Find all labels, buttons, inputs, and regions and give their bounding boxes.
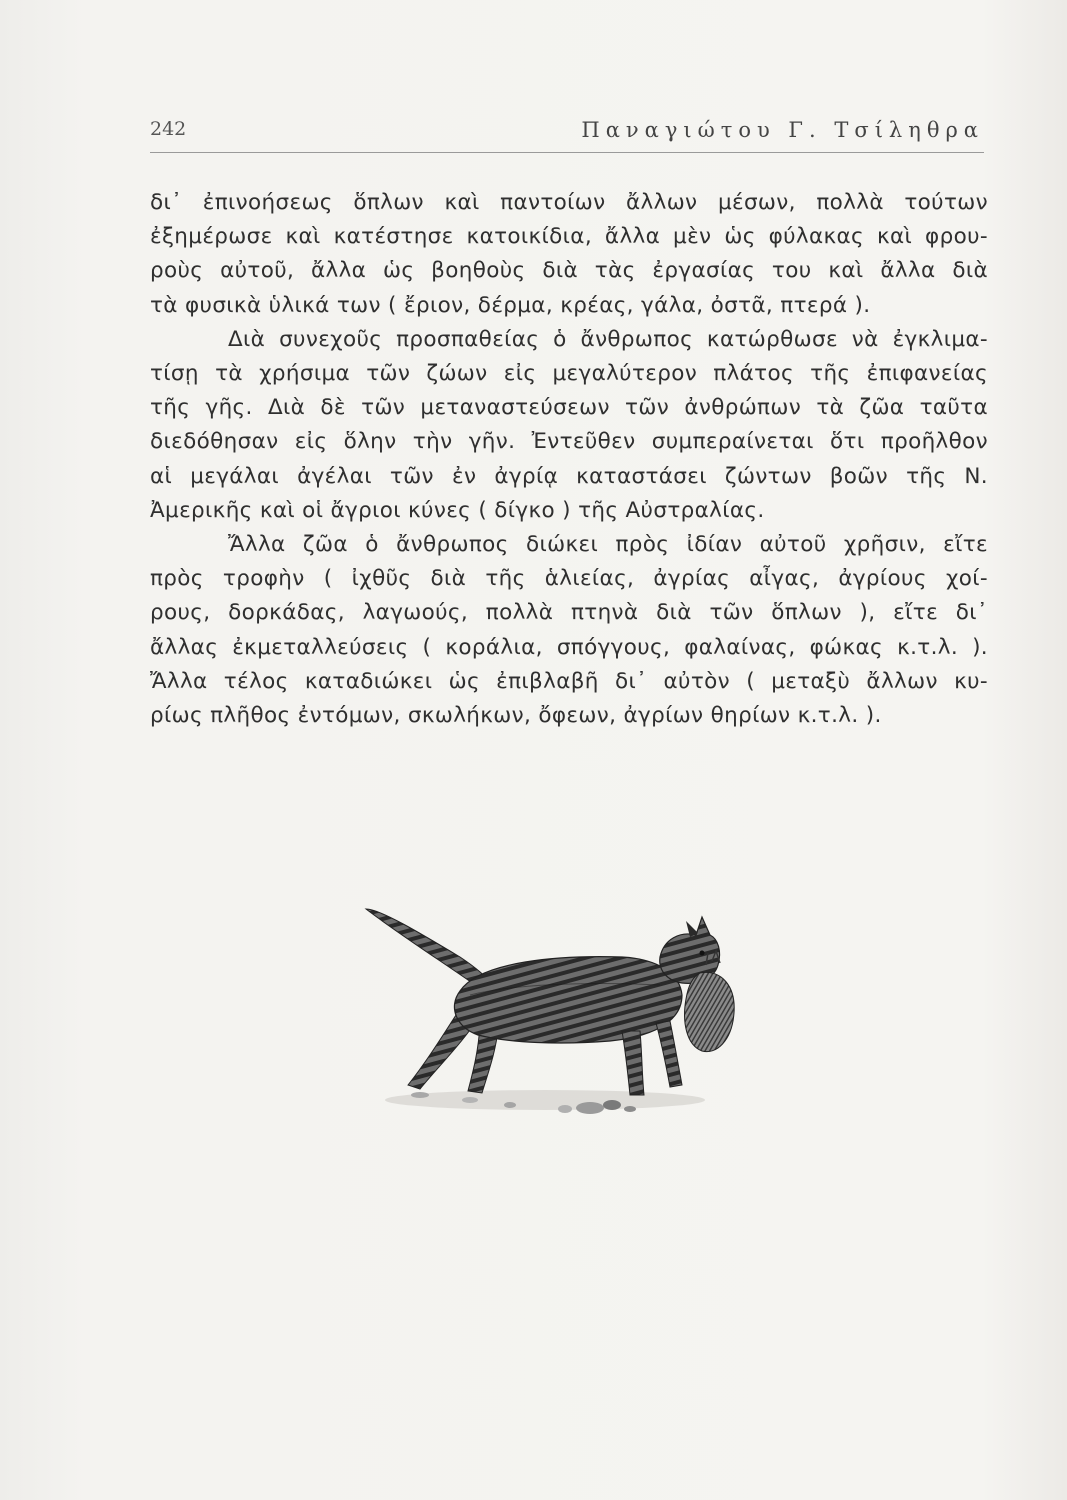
text-line: τίσῃ τὰ χρήσιμα τῶν ζώων εἰς μεγαλύτερον πλάτος τῆς ἐπιφανείας [150, 361, 988, 387]
text-line: Ἀμερικῆς καὶ οἱ ἄγριοι κύνες ( δίγκο ) τῆς Αὐστραλίας. [150, 497, 765, 523]
page-number: 242 [150, 118, 187, 140]
text-line: πρὸς τροφὴν ( ἰχθῦς διὰ τῆς ἁλιείας, ἀγρίας αἶγας, ἀγρίους χοί- [150, 566, 988, 592]
text-line: τὰ φυσικὰ ὑλικά των ( ἔριον, δέρμα, κρέας, γάλα, ὀστᾶ, πτερά ). [150, 292, 871, 318]
running-head-author: Παναγιώτου Γ. Τσίληθρα [581, 118, 984, 142]
paragraph-start-line: Ἄλλα ζῶα ὁ ἄνθρωπος διώκει πρὸς ἰδίαν αὐτοῦ χρῆσιν, εἴτε [228, 532, 988, 558]
cat-body [454, 957, 682, 1043]
text-line: αἱ μεγάλαι ἀγέλαι τῶν ἐν ἀγρίᾳ καταστάσει ζώντων βοῶν τῆς Ν. [150, 463, 988, 489]
cat-tail [366, 909, 492, 987]
text-line: ἄλλας ἐκμεταλλεύσεις ( κοράλια, σπόγγους, φαλαίνας, φώκας κ.τ.λ. ). [150, 634, 988, 660]
running-head [150, 118, 984, 153]
text-line: τῆς γῆς. Διὰ δὲ τῶν μεταναστεύσεων τῶν ἀνθρώπων τὰ ζῶα ταῦτα [150, 395, 988, 421]
cat-front-leg [622, 1031, 644, 1095]
body-text [150, 186, 988, 733]
text-line: ροὺς αὐτοῦ, ἄλλα ὡς βοηθοὺς διὰ τὰς ἐργασίας του καὶ ἄλλα διὰ [150, 258, 988, 284]
text-line: ἐξημέρωσε καὶ κατέστησε κατοικίδια, ἄλλα μὲν ὡς φύλακας καὶ φρου- [150, 224, 988, 250]
text-line: ρους, δορκάδας, λαγωούς, πολλὰ πτηνὰ διὰ τῶν ὅπλων ), εἴτε δι᾽ [150, 600, 988, 626]
paragraph-start-line: Διὰ συνεχοῦς προσπαθείας ὁ ἄνθρωπος κατώρθωσε νὰ ἐγκλιμα- [228, 326, 988, 352]
text-line: ρίως πλῆθος ἐντόμων, σκωλήκων, ὄφεων, ἀγρίων θηρίων κ.τ.λ. ). [150, 703, 882, 729]
text-line: Ἄλλα τέλος καταδιώκει ὡς ἐπιβλαβῆ δι᾽ αὐτὸν ( μεταξὺ ἄλλων κυ- [150, 668, 988, 694]
text-line: δι᾽ ἐπινοήσεως ὅπλων καὶ παντοίων ἄλλων μέσων, πολλὰ τούτων [150, 190, 988, 215]
cat-illustration [360, 895, 750, 1135]
kitten [685, 972, 735, 1051]
text-line: διεδόθησαν εἰς ὅλην τὴν γῆν. Ἐντεῦθεν συμπεραίνεται ὅτι προῆλθον [150, 429, 988, 455]
